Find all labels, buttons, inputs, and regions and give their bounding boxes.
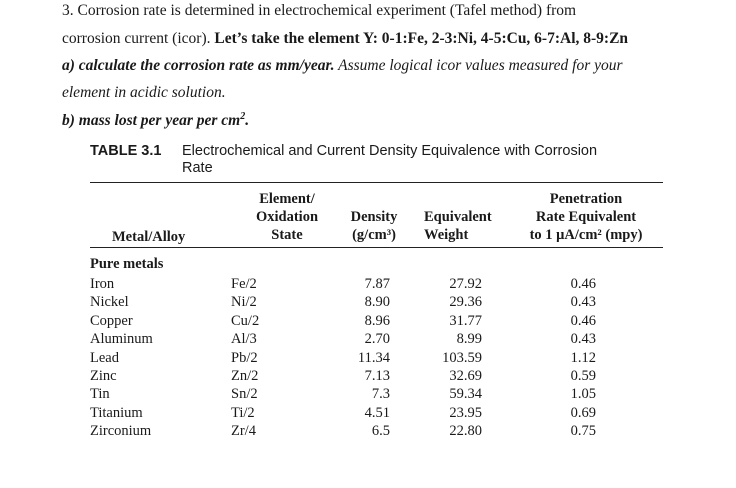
question-line-4: element in acidic solution. <box>62 84 226 101</box>
cell-equivalent: 103.59 <box>442 349 482 366</box>
cell-equivalent: 29.36 <box>449 294 482 311</box>
cell-penetration: 1.05 <box>570 386 596 403</box>
cell-penetration: 0.59 <box>570 368 596 384</box>
table-caption-line-1: Electrochemical and Current Density Equivalence with Corrosion <box>182 143 598 159</box>
cell-density: 7.87 <box>364 276 390 292</box>
question-part-b <box>62 111 249 130</box>
cell-equivalent: 22.80 <box>449 423 482 440</box>
header-oxidation-l2: Oxidation <box>255 209 319 225</box>
cell-oxidation: Pb/2 <box>231 349 258 366</box>
cell-penetration: 0.46 <box>570 276 596 292</box>
cell-density: 4.51 <box>364 404 390 421</box>
cell-metal: Iron <box>90 276 115 292</box>
cell-equivalent: 59.34 <box>449 386 482 403</box>
cell-oxidation: Zr/4 <box>231 423 256 440</box>
cell-density: 8.96 <box>364 312 390 329</box>
cell-metal: Lead <box>90 349 119 366</box>
cell-oxidation: Sn/2 <box>231 386 258 403</box>
table-caption-line-2: Rate <box>182 160 213 176</box>
cell-equivalent: 32.69 <box>449 368 482 384</box>
question-line-1: 3. Corrosion rate is determined in electrochemical experiment (Tafel method) from <box>62 2 577 19</box>
cell-equivalent: 8.99 <box>456 331 482 348</box>
section-pure-metals: Pure metals <box>90 256 164 272</box>
cell-density: 6.5 <box>371 423 390 440</box>
header-equivalent <box>424 208 492 244</box>
cell-equivalent: 31.77 <box>449 312 482 329</box>
question-part-a: a) calculate the corrosion rate as mm/year. <box>62 57 335 74</box>
cell-penetration: 0.43 <box>570 331 596 348</box>
header-density <box>340 208 408 244</box>
header-oxidation-l1: Element/ <box>259 191 315 207</box>
question-line-2 <box>62 30 628 48</box>
cell-metal: Zirconium <box>90 423 152 440</box>
question-part-a-assumption: Assume logical icor values measured for your <box>334 57 623 74</box>
cell-oxidation: Cu/2 <box>231 312 260 329</box>
cell-metal: Titanium <box>90 404 143 421</box>
header-density-l2: (g/cm³) <box>352 227 396 243</box>
cell-oxidation: Ni/2 <box>231 294 257 311</box>
header-oxidation <box>242 190 332 244</box>
header-equivalent-l2: Weight <box>424 227 469 243</box>
header-metal: Metal/Alloy <box>112 229 186 245</box>
cell-penetration: 0.43 <box>570 294 596 311</box>
header-penetration-l3: to 1 μA/cm² (mpy) <box>529 227 643 243</box>
cell-penetration: 0.69 <box>570 404 596 421</box>
header-penetration-l2: Rate Equivalent <box>535 209 637 225</box>
cell-density: 2.70 <box>364 331 390 348</box>
header-oxidation-l3: State <box>271 227 303 243</box>
cell-density: 7.13 <box>364 368 390 384</box>
cell-density: 8.90 <box>364 294 390 311</box>
cell-oxidation: Zn/2 <box>231 368 259 384</box>
cell-metal: Tin <box>90 386 110 403</box>
cell-oxidation: Al/3 <box>231 331 257 348</box>
table-caption <box>90 143 598 176</box>
cell-metal: Aluminum <box>90 331 153 348</box>
header-penetration-l1: Penetration <box>549 191 623 207</box>
header-penetration <box>520 190 652 244</box>
cell-equivalent: 23.95 <box>449 404 482 421</box>
cell-metal: Zinc <box>90 368 117 384</box>
cell-equivalent: 27.92 <box>449 276 482 292</box>
cell-oxidation: Fe/2 <box>231 276 257 292</box>
cell-penetration: 1.12 <box>570 349 596 366</box>
table-top-rule <box>90 182 663 183</box>
cell-metal: Copper <box>90 312 133 329</box>
table-header-rule <box>90 247 663 248</box>
table-label: TABLE 3.1 <box>90 143 162 159</box>
cell-penetration: 0.46 <box>570 312 596 329</box>
cell-metal: Nickel <box>90 294 129 311</box>
question-element-assignment: Let’s take the element Y: 0-1:Fe, 2-3:Ni, 4-5:Cu, 6-7:Al, 8-9:Zn <box>214 30 629 47</box>
cell-penetration: 0.75 <box>570 423 596 440</box>
question-part-b-text: b) mass lost per year per cm <box>62 112 241 130</box>
header-equivalent-l1: Equivalent <box>424 209 492 225</box>
header-density-l1: Density <box>350 209 398 225</box>
cell-oxidation: Ti/2 <box>231 404 255 421</box>
question-line-3 <box>62 57 623 75</box>
question-part-b-end: . <box>245 112 250 130</box>
cell-density: 11.34 <box>357 349 390 366</box>
cell-density: 7.3 <box>371 386 390 403</box>
question-line-2-plain: corrosion current (icor). <box>62 30 215 47</box>
question-part-b-sup: 2 <box>240 111 246 122</box>
